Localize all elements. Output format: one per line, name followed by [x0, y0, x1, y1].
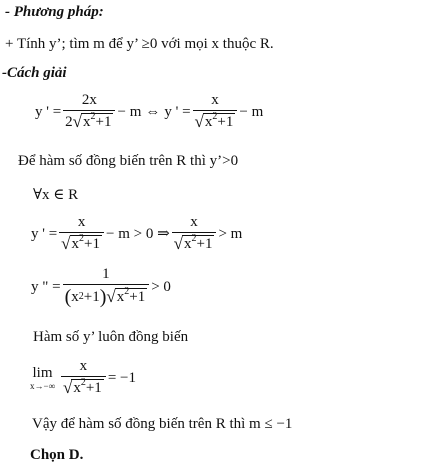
eq4-denominator [61, 376, 106, 397]
eq2-f2-numerator: x [190, 214, 198, 230]
radicand-plus-one: +1 [196, 236, 213, 252]
ge-symbol: ≥ [141, 36, 150, 52]
eq1-fraction-2 [193, 92, 238, 131]
lim-word: lim [32, 364, 53, 381]
eq2-relation-2: > m [218, 225, 243, 242]
radicand [71, 379, 103, 397]
method-text-b: 0 với mọi x thuộc R. [149, 36, 274, 52]
method-heading-text: - Phương pháp: [5, 4, 104, 20]
solution-heading-text: -Cách giải [2, 65, 67, 81]
radical-sign: √ [61, 234, 71, 253]
eq2-fraction-1 [59, 214, 104, 253]
exponent: 2 [124, 286, 130, 297]
forall-line [33, 186, 78, 204]
eq1-lhs: y ' = [35, 103, 62, 120]
eq3-denominator: ( x 2 +1 ) √ $x^2+1$ [63, 284, 150, 307]
eq3-fraction [63, 266, 150, 307]
eq1-lhs-2: y ' = [164, 103, 191, 120]
paren-plus-one: +1 [83, 289, 100, 305]
radicand [70, 235, 102, 253]
radicand-plus-one: +1 [85, 380, 102, 396]
exponent: 2 [90, 111, 96, 122]
radicand-x: x [116, 289, 125, 305]
radicand-plus-one: +1 [84, 236, 100, 252]
eq3-numerator: 1 [102, 266, 110, 282]
radicand [115, 288, 147, 306]
sqrt-symbol [63, 379, 104, 397]
eq1-f1-numerator: 2x [81, 92, 97, 108]
radicand-x: x [73, 380, 81, 396]
iff-symbol: ⇔ [145, 103, 161, 120]
monotone-text: Hàm số y’ luôn đồng biến [33, 329, 189, 345]
eq3-relation: > 0 [151, 278, 171, 295]
limit-operator [30, 365, 55, 391]
eq2-relation-1: − m > 0 ⇒ [105, 225, 170, 242]
eq2-f1-denominator [59, 232, 104, 253]
exponent: 2 [191, 233, 197, 244]
radicand-x: x [183, 236, 192, 252]
condition-line [18, 152, 238, 170]
eq2-f2-denominator [172, 232, 217, 253]
paren-x: x [71, 289, 79, 305]
sqrt-symbol [106, 288, 147, 306]
radical-sign: √ [173, 234, 183, 253]
solution-heading [2, 64, 67, 82]
eq4-numerator: x [79, 358, 88, 374]
equation-derivative [35, 92, 263, 131]
sqrt-symbol [174, 235, 215, 253]
eq1-fraction-1 [63, 92, 115, 131]
radical-sign: √ [106, 287, 116, 306]
eq4-relation: = −1 [107, 369, 136, 386]
eq4-fraction [61, 358, 106, 397]
eq1-minus-m-2: − m [239, 103, 264, 120]
monotone-line [33, 328, 188, 346]
answer-text: Chọn D. [30, 447, 84, 463]
eq2-fraction-2 [172, 214, 217, 253]
radicand-plus-one: +1 [217, 114, 234, 130]
radical-sign: √ [194, 112, 204, 131]
forall-text: ∀x ∈ R [33, 187, 79, 203]
radicand-plus-one: +1 [129, 289, 146, 305]
equation-inequality [31, 214, 242, 253]
sqrt-symbol [195, 113, 236, 131]
radicand-x: x [204, 114, 213, 130]
conclusion-text: Vậy để hàm số đồng biến trên R thì m ≤ −1 [32, 416, 293, 432]
eq1-minus-m: − m [117, 103, 142, 120]
method-heading [5, 3, 104, 21]
eq1-f1-den-coef: 2 [65, 114, 73, 130]
eq2-lhs: y ' = [31, 225, 58, 242]
condition-text: Để hàm số đồng biến trên R thì y’>0 [18, 153, 239, 169]
exponent: 2 [79, 233, 85, 244]
radical-sign: √ [72, 112, 83, 131]
eq2-f1-numerator: x [77, 214, 86, 230]
radicand [203, 113, 235, 131]
equation-second-derivative [31, 266, 171, 307]
left-paren: ( [64, 286, 72, 308]
sqrt-symbol [61, 235, 102, 253]
eq1-f1-denominator [63, 110, 115, 131]
radicand-x: x [83, 114, 91, 130]
method-text-a: + Tính y’; tìm m để y’ [5, 36, 138, 52]
sqrt-symbol [73, 113, 114, 131]
exponent: 2 [212, 111, 218, 122]
answer-line [30, 446, 83, 464]
eq1-f2-numerator: x [211, 92, 219, 108]
radicand [81, 113, 113, 131]
method-line [5, 35, 274, 53]
eq3-lhs: y " = [31, 278, 61, 295]
radical-sign: √ [63, 378, 73, 397]
radicand [182, 235, 214, 253]
right-paren: ) [99, 286, 107, 308]
eq1-f2-denominator [193, 110, 238, 131]
equation-limit [30, 358, 136, 397]
radicand-x: x [71, 236, 80, 252]
exponent: 2 [80, 377, 86, 388]
lim-subscript: x→−∞ [30, 380, 55, 391]
conclusion-line [32, 415, 292, 433]
radicand-plus-one: +1 [95, 114, 112, 130]
